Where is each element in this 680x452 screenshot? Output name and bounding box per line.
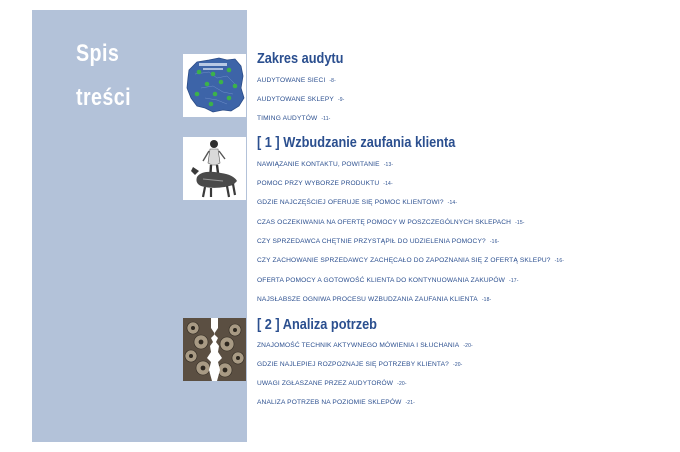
toc-item[interactable] bbox=[257, 399, 415, 406]
toc-item-page: -8- bbox=[329, 78, 336, 84]
page-title-line-2: treści bbox=[76, 84, 131, 111]
toc-item-page: -9- bbox=[337, 97, 345, 103]
poland-map-graphic bbox=[183, 54, 246, 117]
toc-item-page: -16- bbox=[554, 258, 565, 264]
section-heading-wzbudzanie-zaufania: [ 1 ] Wzbudzanie zaufania klienta bbox=[257, 134, 456, 151]
toc-item-label: GDZIE NAJLEPIEJ ROZPOZNAJE SIĘ POTRZEBY KLIENTA? bbox=[257, 361, 449, 368]
toc-item[interactable] bbox=[257, 199, 457, 206]
toc-item-page: -14- bbox=[447, 200, 458, 206]
page-title-line-1: Spis bbox=[76, 40, 120, 67]
toc-item[interactable] bbox=[257, 77, 336, 84]
toc-item-page: -18- bbox=[481, 297, 492, 303]
toc-item[interactable] bbox=[257, 238, 499, 245]
toc-item-page: -13- bbox=[383, 162, 394, 168]
toc-item-label: ZNAJOMOŚĆ TECHNIK AKTYWNEGO MÓWIENIA I SŁUCHANIA bbox=[257, 342, 460, 349]
toc-item-page: -21- bbox=[405, 400, 415, 406]
toc-item[interactable] bbox=[257, 277, 519, 284]
toc-item-label: CZAS OCZEKIWANIA NA OFERTĘ POMOCY W POSZCZEGÓLNYCH SKLEPACH bbox=[257, 219, 512, 226]
toc-item-label: UWAGI ZGŁASZANE PRZEZ AUDYTORÓW bbox=[257, 380, 394, 387]
section-heading-zakres-audytu: Zakres audytu bbox=[257, 50, 344, 67]
section-heading-analiza-potrzeb: [ 2 ] Analiza potrzeb bbox=[257, 316, 377, 333]
toc-item-label: POMOC PRZY WYBORZE PRODUKTU bbox=[257, 180, 380, 187]
toc-item[interactable] bbox=[257, 115, 330, 122]
toc-item[interactable] bbox=[257, 161, 393, 168]
toc-item-label: NAWIĄZANIE KONTAKTU, POWITANIE bbox=[257, 161, 380, 168]
toc-item[interactable] bbox=[257, 296, 491, 303]
toc-item[interactable] bbox=[257, 342, 473, 349]
toc-item-page: -16- bbox=[489, 239, 500, 245]
toc-item-page: -15- bbox=[515, 220, 525, 226]
person-with-dog-graphic bbox=[183, 137, 246, 200]
poland-map-icon bbox=[183, 54, 246, 117]
toc-item-page: -20- bbox=[463, 343, 473, 349]
toc-item[interactable] bbox=[257, 180, 393, 187]
toc-item-page: -17- bbox=[509, 278, 519, 284]
toc-item-label: AUDYTOWANE SKLEPY bbox=[257, 96, 334, 103]
toc-item-label: ANALIZA POTRZEB NA POZIOMIE SKLEPÓW bbox=[257, 399, 402, 406]
toc-item-label: AUDYTOWANE SIECI bbox=[257, 77, 326, 84]
toc-item-label: NAJSŁABSZE OGNIWA PROCESU WZBUDZANIA ZAUFANIA KLIENTA bbox=[257, 296, 478, 303]
toc-item-label: TIMING AUDYTÓW bbox=[257, 115, 318, 122]
gear-heads-icon bbox=[183, 318, 246, 381]
toc-item-page: -20- bbox=[397, 381, 407, 387]
toc-item-page: -14- bbox=[383, 181, 393, 187]
toc-item-label: CZY ZACHOWANIE SPRZEDAWCY ZACHĘCAŁO DO ZAPOZNANIA SIĘ Z OFERTĄ SKLEPU? bbox=[257, 257, 551, 264]
toc-item-label: CZY SPRZEDAWCA CHĘTNIE PRZYSTĄPIŁ DO UDZIELENIA POMOCY? bbox=[257, 238, 486, 245]
toc-item[interactable] bbox=[257, 361, 463, 368]
toc-item[interactable] bbox=[257, 96, 345, 103]
toc-item[interactable] bbox=[257, 380, 407, 387]
toc-item-page: -20- bbox=[453, 362, 463, 368]
toc-item[interactable] bbox=[257, 257, 564, 264]
toc-item-page: -11- bbox=[321, 116, 331, 122]
person-with-dog-icon bbox=[183, 137, 246, 200]
toc-item-label: GDZIE NAJCZĘŚCIEJ OFERUJE SIĘ POMOC KLIENTOWI? bbox=[257, 199, 444, 206]
toc-item-label: OFERTA POMOCY A GOTOWOŚĆ KLIENTA DO KONTYNUOWANIA ZAKUPÓW bbox=[257, 277, 506, 284]
toc-item[interactable] bbox=[257, 219, 525, 226]
gear-heads-graphic bbox=[183, 318, 246, 381]
